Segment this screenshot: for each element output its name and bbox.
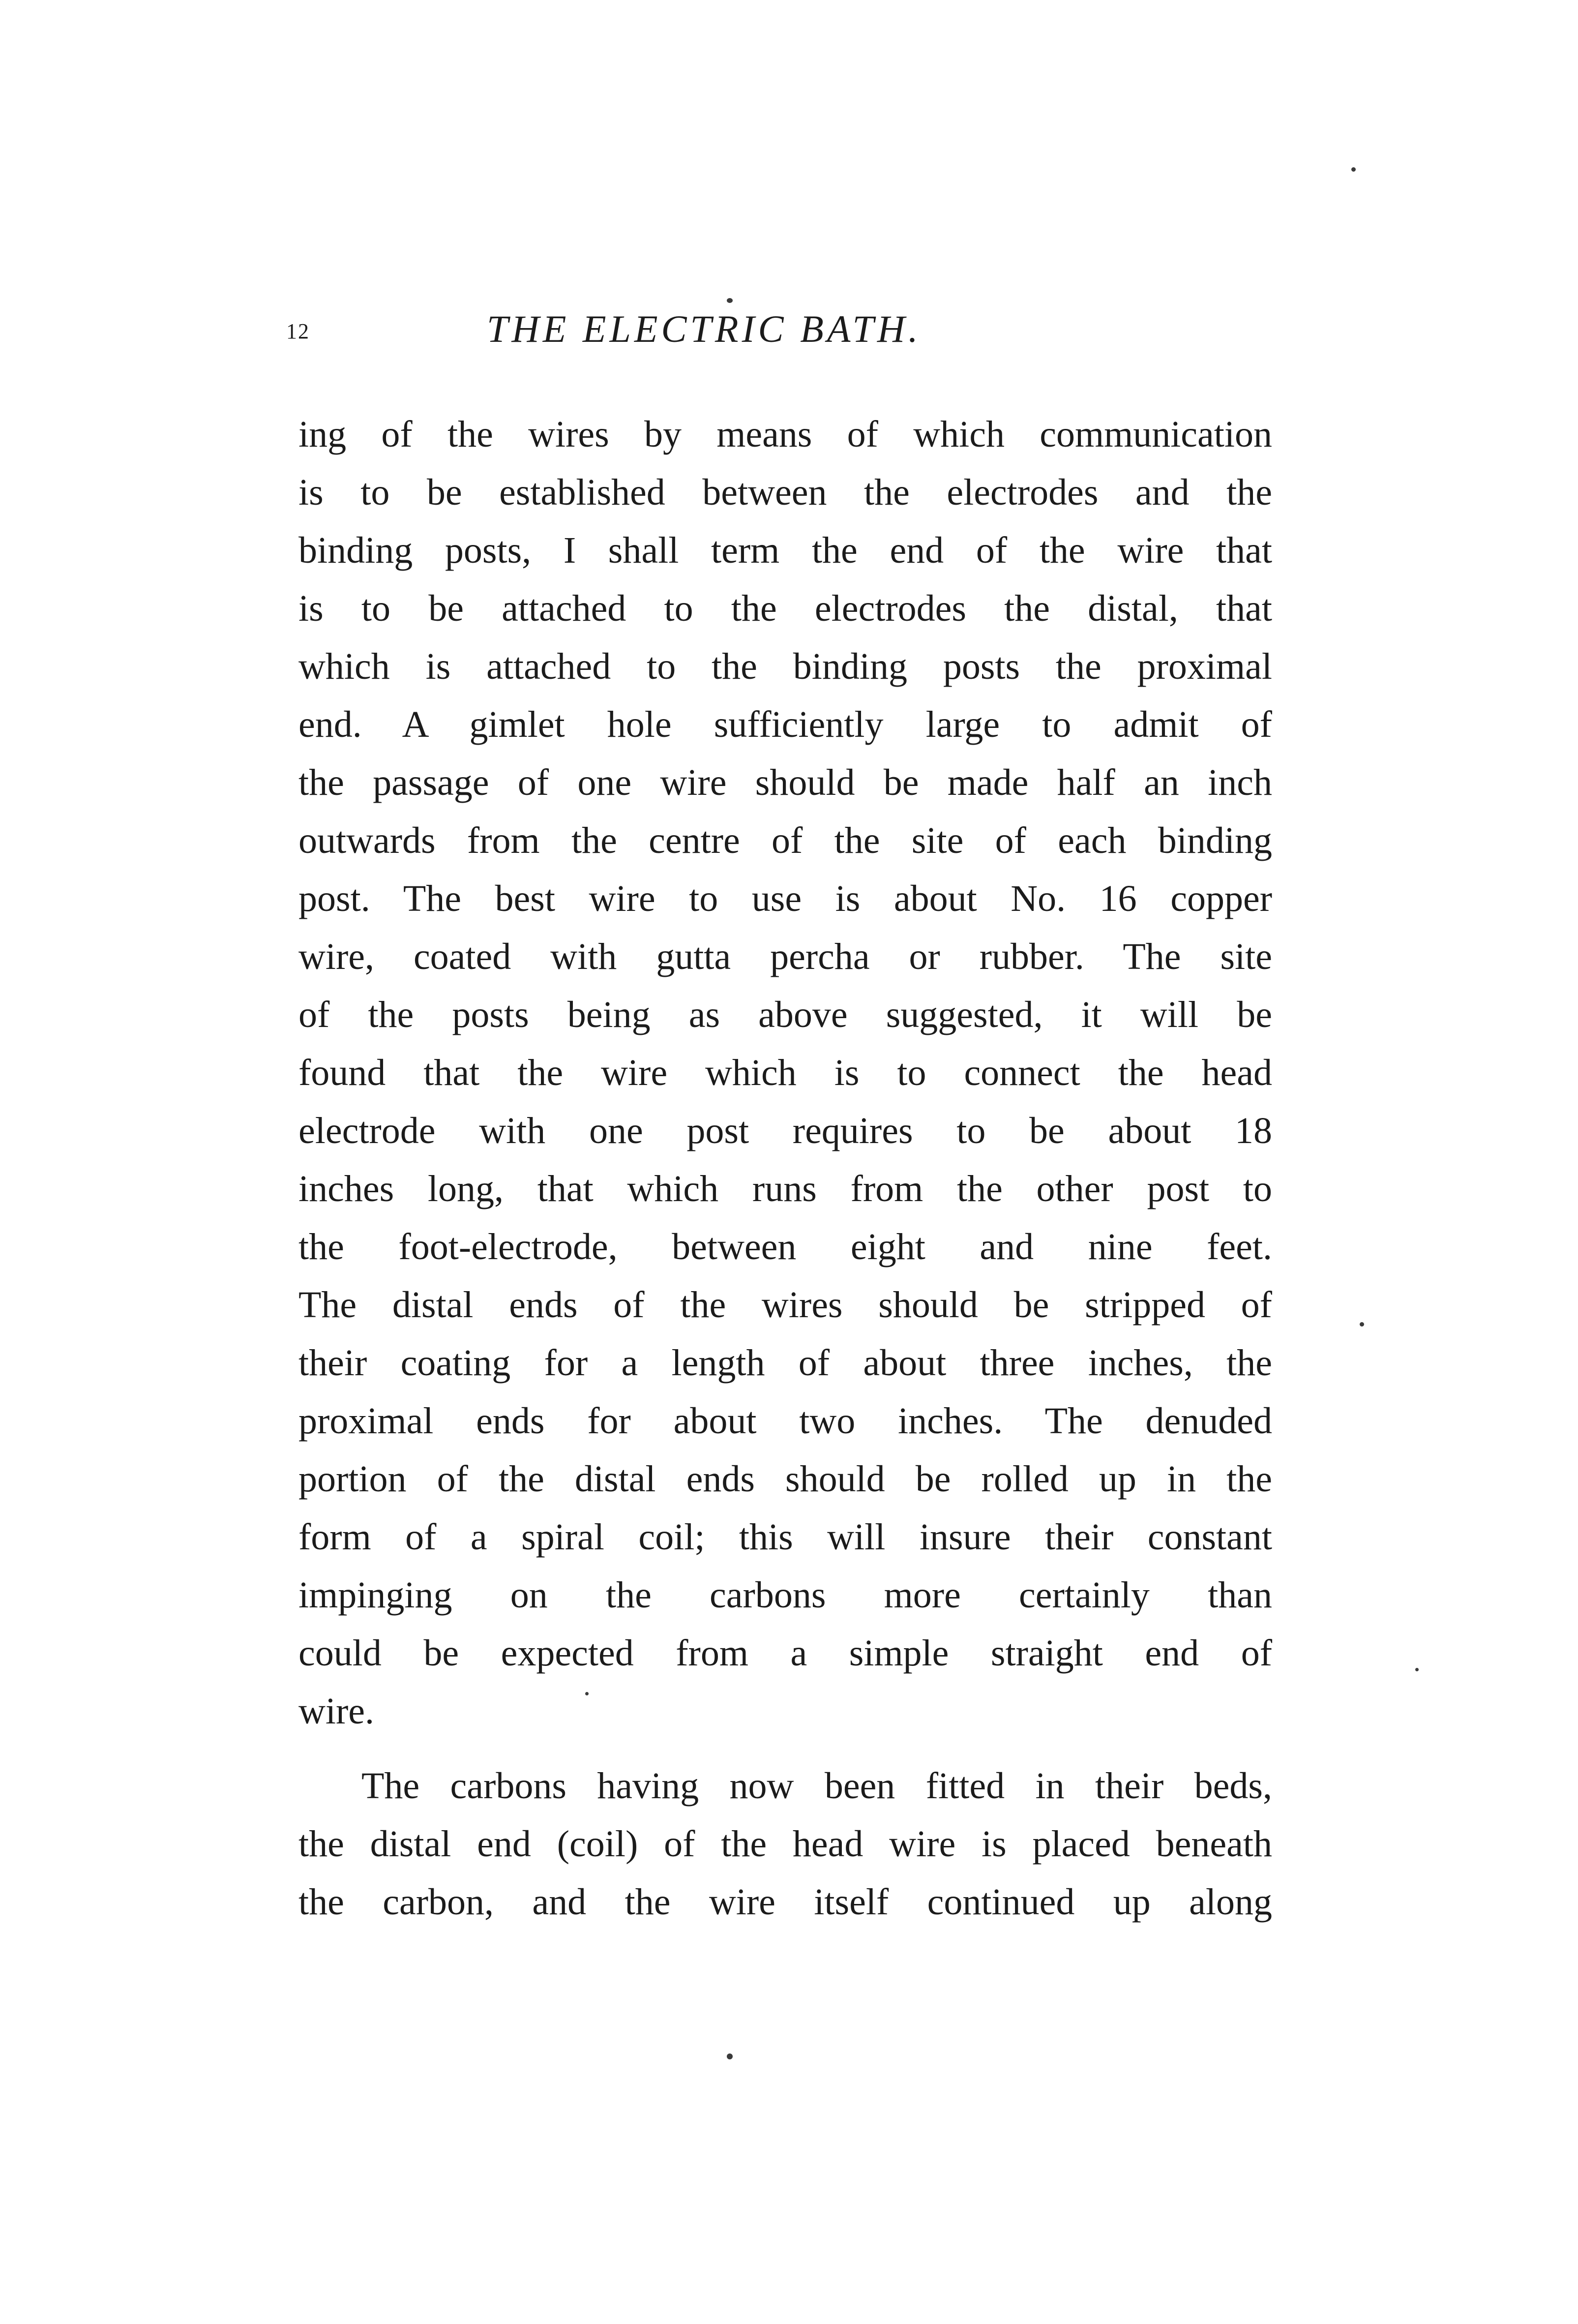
text-line: the distal end (coil) of the head wire is placed beneath: [298, 1823, 1272, 1865]
paragraph-gap: [298, 1740, 1272, 1757]
text-line: form of a spiral coil; this will insure their constant: [298, 1516, 1272, 1558]
text-line: portion of the distal ends should be rolled up in the: [298, 1458, 1272, 1500]
text-line: which is attached to the binding posts the proximal: [298, 646, 1272, 687]
scan-speck: [1415, 1668, 1419, 1671]
text-line: is to be attached to the electrodes the distal, that: [298, 588, 1272, 629]
text-line: could be expected from a simple straight end of: [298, 1632, 1272, 1674]
text-line: outwards from the centre of the site of each binding: [298, 820, 1272, 861]
text-line: end. A gimlet hole sufficiently large to admit of: [298, 704, 1272, 745]
scan-speck: [1351, 167, 1356, 172]
scan-speck: [585, 1692, 589, 1695]
paragraph-1: [298, 405, 1272, 1740]
text-line: The distal ends of the wires should be stripped of: [298, 1284, 1272, 1326]
text-line: post. The best wire to use is about No. 16 copper: [298, 878, 1272, 919]
scan-speck: [727, 2053, 733, 2059]
text-line: of the posts being as above suggested, it will be: [298, 994, 1272, 1035]
paragraph-2: [298, 1757, 1272, 1931]
text-line: their coating for a length of about three inches, the: [298, 1342, 1272, 1384]
scan-speck: [1360, 1322, 1364, 1327]
text-line: proximal ends for about two inches. The denuded: [298, 1400, 1272, 1442]
scan-speck: [727, 298, 733, 303]
text-line: electrode with one post requires to be about 18: [298, 1110, 1272, 1151]
text-line: wire, coated with gutta percha or rubber. The site: [298, 936, 1272, 977]
text-line-indented: The carbons having now been fitted in their beds,: [361, 1765, 1272, 1807]
text-line: the carbon, and the wire itself continued up along: [298, 1881, 1272, 1923]
text-line: impinging on the carbons more certainly than: [298, 1574, 1272, 1616]
text-line: found that the wire which is to connect the head: [298, 1052, 1272, 1093]
text-line: inches long, that which runs from the other post to: [298, 1168, 1272, 1209]
text-line: the passage of one wire should be made half an inch: [298, 762, 1272, 803]
page-number: 12: [286, 319, 310, 343]
text-line: binding posts, I shall term the end of the wire that: [298, 530, 1272, 571]
text-line: is to be established between the electrodes and the: [298, 472, 1272, 513]
text-line: the foot-electrode, between eight and nine feet.: [298, 1226, 1272, 1268]
text-line: ing of the wires by means of which communication: [298, 414, 1272, 455]
text-line-last: wire.: [298, 1690, 375, 1732]
running-title: THE ELECTRIC BATH.: [487, 307, 922, 350]
body-text: [298, 405, 1272, 1931]
